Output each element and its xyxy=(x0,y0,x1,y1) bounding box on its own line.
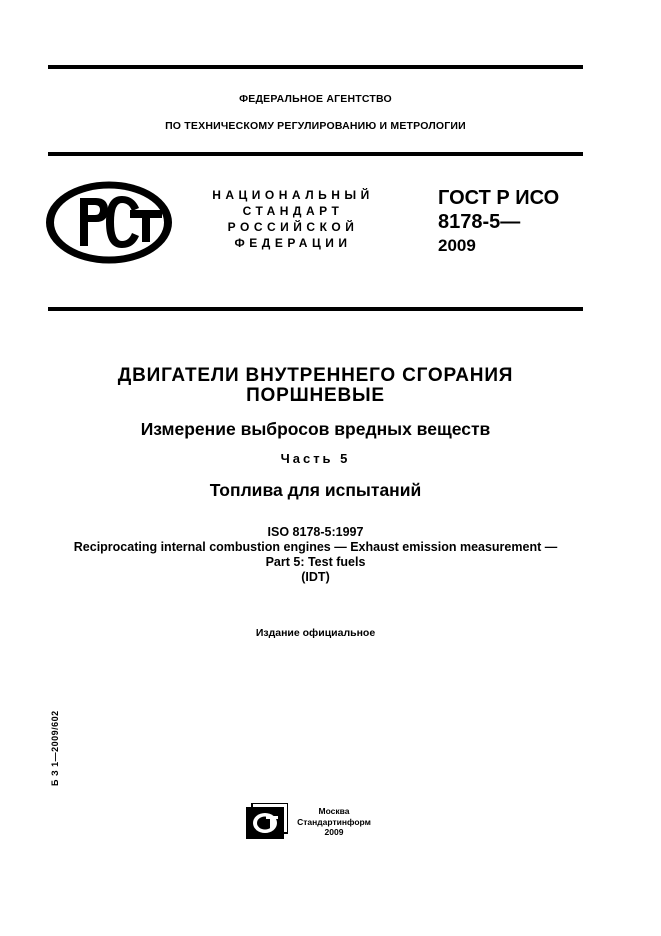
national-standard-label xyxy=(198,187,388,251)
edition-label: Издание официальное xyxy=(255,627,376,639)
iso-code: ISO 8178-5:1997 xyxy=(267,525,364,539)
national-line-3: РОССИЙСКОЙ xyxy=(227,220,359,234)
publisher-name: Стандартинформ xyxy=(297,816,371,827)
side-note: Б З 1—2009/602 xyxy=(50,710,60,786)
national-line-2: СТАНДАРТ xyxy=(242,204,344,218)
standard-code-line-1: ГОСТ Р ИСО xyxy=(438,187,560,209)
national-line-1: НАЦИОНАЛЬНЫЙ xyxy=(212,188,374,202)
iso-title-line-1: Reciprocating internal combustion engines — Exhaust emission measurement — xyxy=(73,540,558,554)
iso-title-line-2: Part 5: Test fuels xyxy=(265,555,366,569)
publisher-info xyxy=(294,806,374,838)
standard-code-year: 2009 xyxy=(438,236,476,255)
standard-rule xyxy=(48,307,583,311)
part-title: Топлива для испытаний xyxy=(209,480,422,500)
iso-reference xyxy=(48,525,583,585)
title-line-1: ДВИГАТЕЛИ ВНУТРЕННЕГО СГОРАНИЯ xyxy=(117,365,514,386)
header-rule xyxy=(48,152,583,156)
agency-line-2: ПО ТЕХНИЧЕСКОМУ РЕГУЛИРОВАНИЮ И МЕТРОЛОГИИ xyxy=(165,120,466,132)
agency-line-1: ФЕДЕРАЛЬНОЕ АГЕНТСТВО xyxy=(239,93,392,105)
publisher-year: 2009 xyxy=(324,827,344,837)
standard-code xyxy=(438,186,559,258)
standard-code-line-2: 8178-5— xyxy=(438,211,521,233)
iso-degree: (IDT) xyxy=(301,570,330,584)
standartinform-logo-icon xyxy=(246,803,288,839)
document-subtitle: Измерение выбросов вредных веществ xyxy=(140,419,491,439)
title-line-2: ПОРШНЕВЫЕ xyxy=(246,385,385,406)
part-number: Часть 5 xyxy=(280,451,351,466)
publisher-city: Москва xyxy=(318,806,350,816)
rst-logo-icon xyxy=(44,180,174,265)
top-rule xyxy=(48,65,583,69)
document-title xyxy=(48,366,583,406)
national-line-4: ФЕДЕРАЦИИ xyxy=(234,236,352,250)
